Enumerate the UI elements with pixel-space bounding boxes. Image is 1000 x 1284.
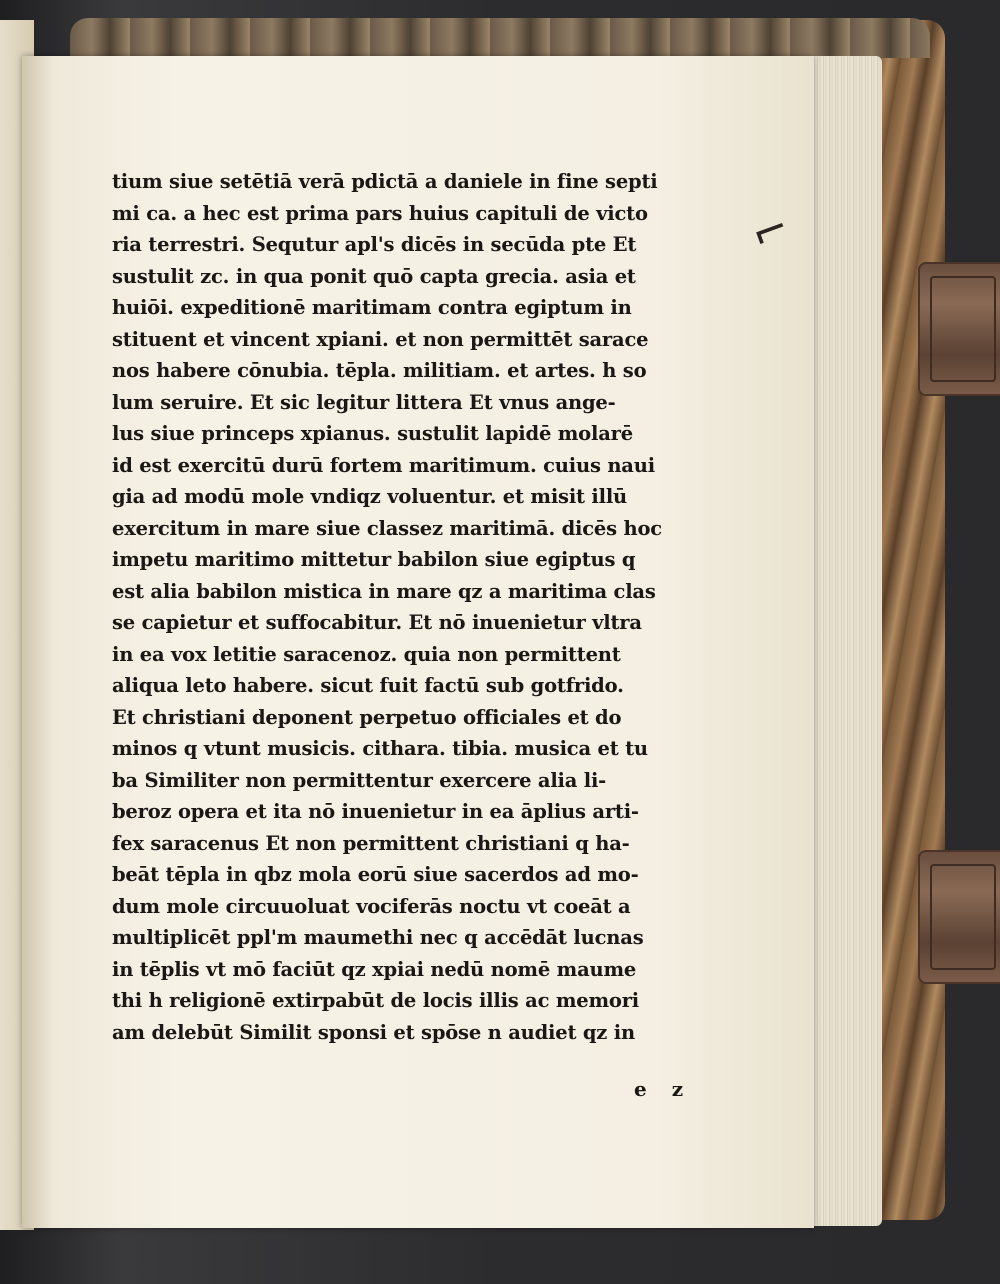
text-block bbox=[112, 166, 702, 1048]
text-line: aliqua leto habere. sicut fuit factū sub gotfrido. bbox=[112, 674, 624, 697]
text-line: in ea vox letitie saracenoz. quia non permittent bbox=[112, 642, 621, 666]
text-line: sustulit zc. in qua ponit quō capta grecia. asia et bbox=[112, 264, 636, 288]
book-spine bbox=[70, 18, 930, 58]
text-line: minos q vtunt musicis. cithara. tibia. musica et tu bbox=[112, 737, 648, 760]
text-line: dum mole circuuoluat vociferās noctu vt coeāt a bbox=[112, 894, 631, 918]
text-line: multiplicēt ppl'm maumethi nec q accēdāt lucnas bbox=[112, 926, 644, 949]
clasp-strap-upper bbox=[918, 262, 1000, 396]
text-line: beroz opera et ita nō inuenietur in ea āplius arti- bbox=[112, 800, 639, 823]
text-line: lum seruire. Et sic legitur littera Et vnus ange- bbox=[112, 390, 616, 414]
text-line: se capietur et suffocabitur. Et nō inuenietur vltra bbox=[112, 611, 642, 634]
text-line: thi h religionē extirpabūt de locis illis ac memori bbox=[112, 989, 640, 1012]
text-line: mi ca. a hec est prima pars huius capituli de victo bbox=[112, 201, 648, 225]
text-line: fex saracenus Et non permittent christiani q ha- bbox=[112, 831, 630, 855]
text-line: id est exercitū durū fortem maritimum. cuius naui bbox=[112, 453, 655, 477]
text-line: huiōi. expeditionē maritimam contra egiptum in bbox=[112, 296, 632, 319]
signature-mark: e z bbox=[634, 1077, 684, 1101]
text-line: stituent et vincent xpiani. et non permittēt sarace bbox=[112, 327, 649, 351]
book-page bbox=[22, 56, 814, 1228]
text-line: am delebūt Similit sponsi et spōse n audiet qz in bbox=[112, 1020, 635, 1044]
clasp-strap-lower bbox=[918, 850, 1000, 984]
text-line: ria terrestri. Sequtur apl's dicēs in secūda pte Et bbox=[112, 233, 637, 256]
text-line: exercitum in mare siue classez maritimā. dicēs hoc bbox=[112, 516, 662, 540]
margin-annotation: ⌐ bbox=[744, 201, 797, 262]
text-line: gia ad modū mole vndiqz voluentur. et misit illū bbox=[112, 485, 628, 508]
text-line: beāt tēpla in qbz mola eorū siue sacerdos ad mo- bbox=[112, 863, 639, 886]
text-line: est alia babilon mistica in mare qz a maritima clas bbox=[112, 579, 656, 603]
text-line: ba Similiter non permittentur exercere alia li- bbox=[112, 768, 607, 792]
text-line: Et christiani deponent perpetuo officiales et do bbox=[112, 705, 622, 729]
text-line: lus siue princeps xpianus. sustulit lapidē molarē bbox=[112, 422, 633, 445]
text-line: impetu maritimo mittetur babilon siue egiptus q bbox=[112, 548, 636, 571]
text-line: in tēplis vt mō faciūt qz xpiai nedū nomē maume bbox=[112, 957, 637, 981]
text-line: nos habere cōnubia. tēpla. militiam. et artes. h so bbox=[112, 359, 647, 382]
text-line: tium siue setētiā verā pdictā a daniele in fine septi bbox=[112, 170, 658, 193]
